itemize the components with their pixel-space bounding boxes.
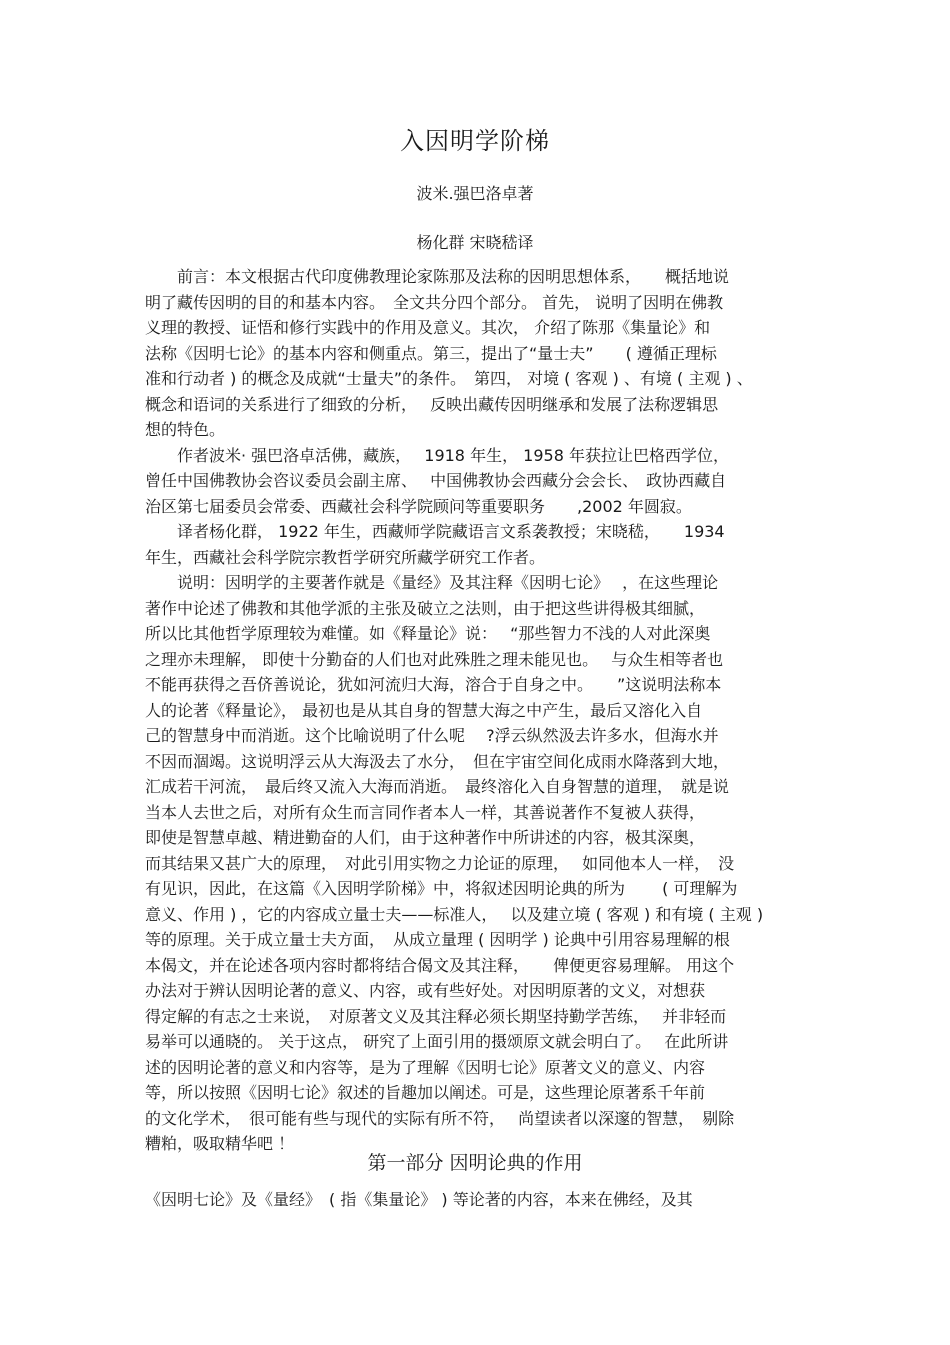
text-line: 糟粕，吸取精华吧 ！ — [145, 1134, 295, 1153]
text-line: 义理的教授、证悟和修行实践中的作用及意义。其次， 介绍了陈那《集量论》和 — [145, 318, 711, 337]
text-line: 年生，西藏社会科学院宗教哲学研究所藏学研究工作者。 — [145, 547, 546, 567]
body-text — [145, 264, 807, 1157]
text-line: 述的因明论著的意义和内容等，是为了理解《因明七论》原著文义的意义、内容 — [145, 1057, 706, 1077]
text-line: 明了藏传因明的目的和基本内容。 全文共分四个部分。 首先， 说明了因明在佛教 — [145, 292, 724, 312]
text-line: 等的原理。关于成立量士夫方面， 从成立量理 ( 因明学 ) 论典中引用容易理解的根 — [145, 930, 730, 949]
text-line: 曾任中国佛教协会咨议委员会副主席、 中国佛教协会西藏分会会长、 政协西藏自 — [145, 471, 727, 490]
text-line: 概念和语词的关系进行了细致的分析， 反映出藏传因明继承和发展了法称逻辑思 — [145, 394, 719, 414]
paragraph — [145, 443, 807, 520]
text-line: 法称《因明七论》的基本内容和侧重点。第三，提出了“量士夫” ( 遵循正理标 — [145, 343, 717, 363]
text-line: 说明：因明学的主要著作就是《量经》及其注释《因明七论》 ，在这些理论 — [145, 573, 719, 592]
text-line: 办法对于辨认因明论著的意义、内容，或有些好处。对因明原著的文义，对想获 — [145, 981, 706, 1000]
text-line: 不能再获得之吾侪善说论，犹如河流归大海，溶合于自身之中。 ”这说明法称本 — [145, 675, 722, 694]
text-line: 作者波米· 强巴洛卓活佛，藏族， 1918 年生， 1958 年获拉让巴格西学位， — [145, 445, 729, 465]
translator-line: 杨化群 宋晓嵇译 — [416, 233, 534, 252]
text-line: 人的论著《释量论》， 最初也是从其自身的智慧大海之中产生，最后又溶化入自 — [145, 700, 703, 720]
document-title: 入因明学阶梯 — [400, 127, 550, 155]
text-line: 即使是智慧卓越、精进勤奋的人们，由于这种著作中所讲述的内容，极其深奥， — [145, 828, 706, 847]
section-title: 第一部分 因明论典的作用 — [367, 1152, 583, 1174]
text-line: 当本人去世之后，对所有众生而言同作者本人一样，其善说著作不复被人获得， — [145, 802, 706, 822]
text-line: 前言：本文根据古代印度佛教理论家陈那及法称的因明思想体系， 概括地说 — [145, 267, 730, 286]
text-line: 而其结果又甚广大的原理， 对此引用实物之力论证的原理， 如同他本人一样， 没 — [145, 853, 735, 873]
text-line: 等，所以按照《因明七论》叙述的旨趣加以阐述。可是，这些理论原著系千年前 — [145, 1083, 706, 1102]
text-line: 译者杨化群， 1922 年生，西藏师学院藏语言文系袭教授；宋晓嵇， 1934 — [145, 522, 725, 541]
text-line: 想的特色。 — [145, 420, 226, 439]
text-line: 之理亦未理解， 即使十分勤奋的人们也对此殊胜之理未能见也。 与众生相等者也 — [145, 649, 724, 669]
paragraph — [145, 519, 807, 570]
section-body — [145, 1187, 807, 1213]
text-line: 著作中论述了佛教和其他学派的主张及破立之法则，由于把这些讲得极其细腻， — [145, 598, 706, 618]
text-line: 得定解的有志之士来说， 对原著文义及其注释必须长期坚持勤学苦练， 并非轻而 — [145, 1006, 727, 1026]
text-line: 汇成若干河流， 最后终又流入大海而消逝。 最终溶化入自身智慧的道理， 就是说 — [145, 777, 730, 796]
text-line: 准和行动者 ) 的概念及成就“士量夫”的条件。 第四， 对境 ( 客观 ) 、有境 ( 主观 ) 、 — [145, 369, 753, 388]
text-line: 易举可以通晓的。 关于这点， 研究了上面引用的摄颂原文就会明白了。 在此所讲 — [145, 1032, 729, 1051]
text-line: 有见识，因此，在这篇《入因明学阶梯》中，将叙述因明论典的所为 ( 可理解为 — [145, 879, 738, 898]
paragraph — [145, 264, 807, 443]
text-line: 治区第七届委员会常委、西藏社会科学院顾问等重要职务 ,2002 年圆寂。 — [145, 496, 692, 516]
paragraph — [145, 570, 807, 1157]
author-line: 波米.强巴洛卓著 — [416, 184, 534, 203]
text-line: 不因而涸竭。这说明浮云从大海汲去了水分， 但在宇宙空间化成雨水降落到大地， — [145, 751, 730, 771]
text-line: 所以比其他哲学原理较为难懂。如《释量论》说： “那些智力不浅的人对此深奥 — [145, 624, 711, 643]
text-line: 的文化学术， 很可能有些与现代的实际有所不符， 尚望读者以深邃的智慧， 剔除 — [145, 1108, 735, 1128]
text-line: 己的智慧身中而消逝。这个比喻说明了什么呢 ?浮云纵然汲去许多水，但海水并 — [145, 726, 719, 745]
text-line: 本偈文，并在论述各项内容时都将结合偈文及其注释， 俾便更容易理解。 用这个 — [145, 955, 735, 975]
text-line: 意义、作用 ) ，它的内容成立量士夫——标准人， 以及建立境 ( 客观 ) 和有境 ( 主观 ) — [145, 904, 764, 924]
section-first-line: 《因明七论》及《量经》 ( 指《集量论》 ) 等论著的内容，本来在佛经，及其 — [145, 1190, 693, 1209]
